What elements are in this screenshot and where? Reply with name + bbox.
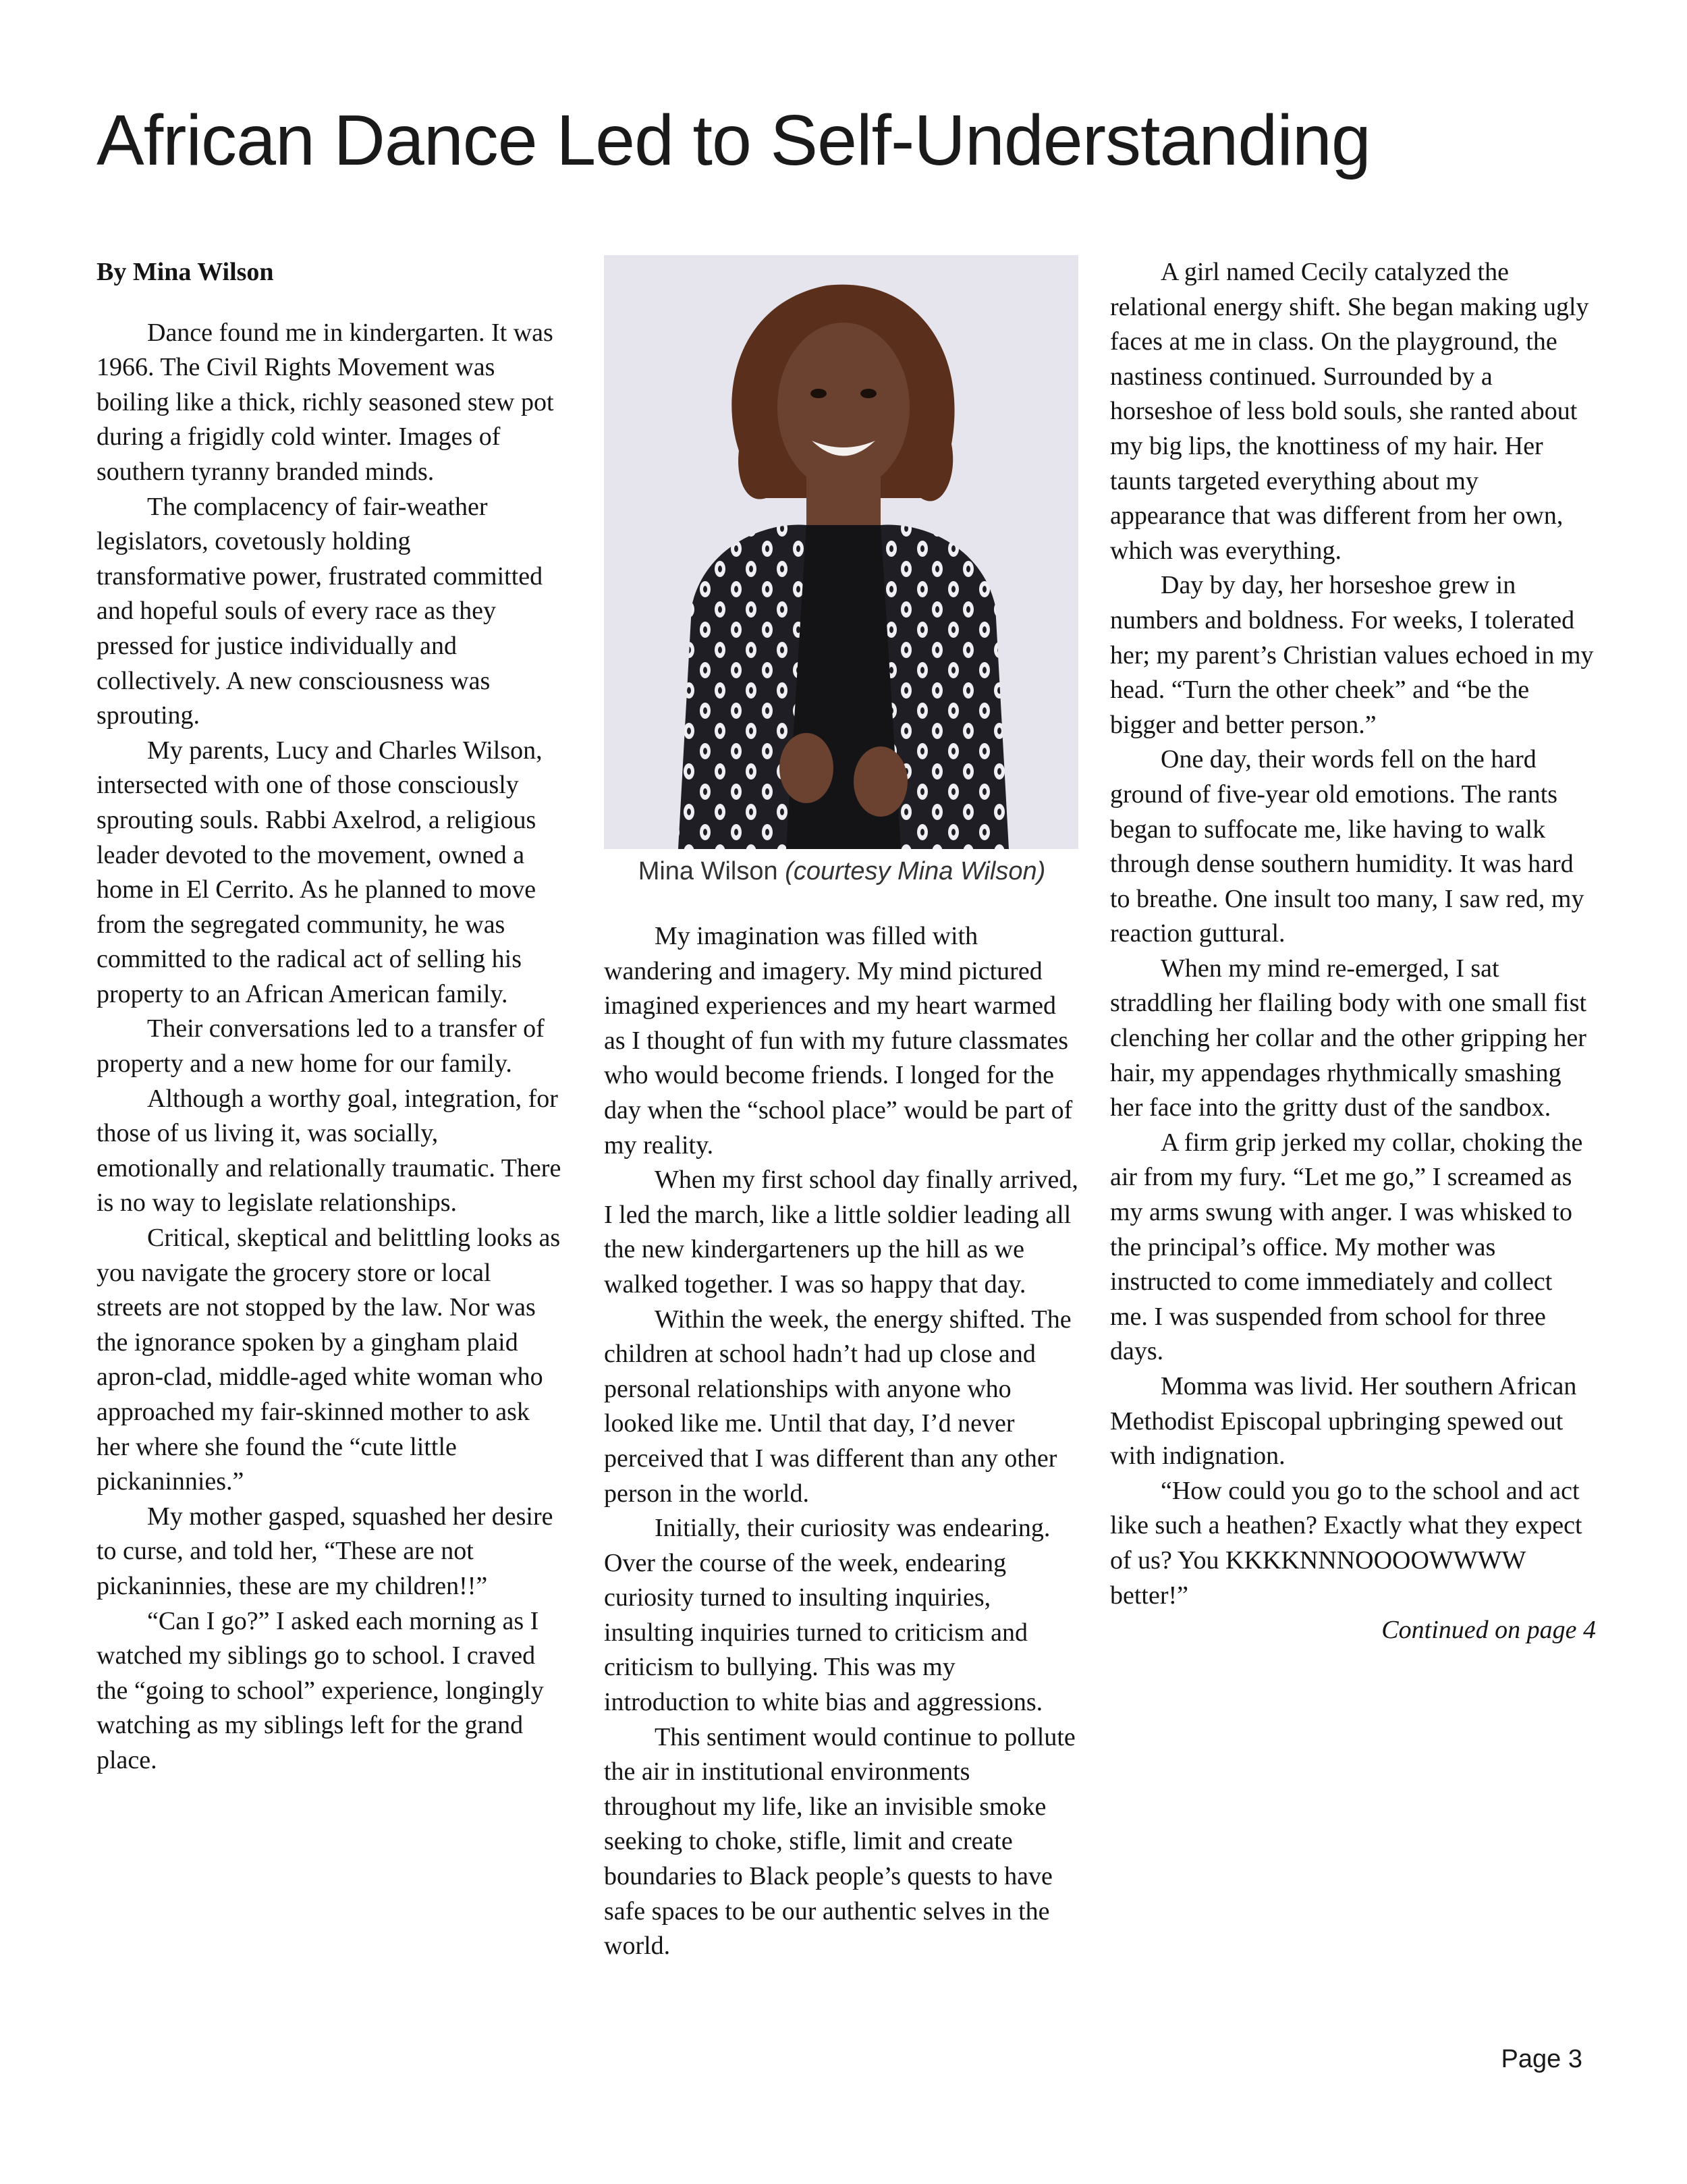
author-portrait-illustration [604,255,1078,849]
article-paragraph: My imagination was filled with wandering and imagery. My mind pictured imagined experiences and my heart warmed as I thought of fun with my future classmates who would become friends. I longed for the day when the “school place” would be part of my reality. [604,922,1073,1159]
caption-name: Mina Wilson [638,857,778,885]
article-paragraph: “Can I go?” I asked each morning as I watched my siblings go to school. I craved the “going to school” experience, longingly watching as my siblings left for the grand place. [96,1606,544,1774]
article-column-2 [604,255,1080,1964]
caption-credit: (courtesy Mina Wilson) [785,857,1046,885]
article-paragraph: Within the week, the energy shifted. The children at school hadn’t had up close and personal relationships with anyone who looked like me. Until that day, I’d never perceived that I was different than any other person in the world. [604,1305,1072,1508]
article-paragraph: Day by day, her horseshoe grew in numbers and boldness. For weeks, I tolerated her; my parent’s Christian values echoed in my head. “Turn the other cheek” and “be the bigger and better person.” [1110,571,1594,739]
article-column-1 [96,255,562,1778]
article-paragraph: A girl named Cecily catalyzed the relational energy shift. She began making ugly faces at me in class. On the playground, the nastiness continued. Surrounded by a horseshoe of less bold souls, she ranted about my big lips, the knottiness of my hair. Her taunts targeted everything about my appearance that was different from her own, which was everything. [1110,258,1589,565]
article-paragraph: Critical, skeptical and belittling looks as you navigate the grocery store or local streets are not stopped by the law. Nor was the ignorance spoken by a gingham plaid apron-clad, middle-aged white woman who approached my fair-skinned mother to ask her where she found the “cute little pickaninnies.” [96,1224,561,1496]
article-paragraph: Initially, their curiosity was endearing. Over the course of the week, endearing curiosity turned to insulting inquiries, insulting inquiries turned to criticism and criticism to bullying. This was my introduction to white bias and aggressions. [604,1514,1051,1717]
article-paragraph: Although a worthy goal, integration, for those of us living it, was socially, emotionally and relationally traumatic. There is no way to legislate relationships. [96,1084,561,1218]
article-column-3 [1110,255,1596,1648]
continued-note: Continued on page 4 [1381,1616,1596,1645]
byline: By Mina Wilson [96,258,274,286]
article-paragraph: One day, their words fell on the hard ground of five-year old emotions. The rants began to suffocate me, like having to walk through dense southern humidity. It was hard to breathe. One insult too many, I saw red, my reaction guttural. [1110,745,1584,948]
article-paragraph: Momma was livid. Her southern African Methodist Episcopal upbringing spewed out with indignation. [1110,1372,1577,1471]
article-paragraph: The complacency of fair-weather legislators, covetously holding transformative power, frustrated committed and hopeful souls of every race as they pressed for justice individually and collectively. A new consciousness was sprouting. [96,492,543,730]
photo-caption [604,856,1080,887]
article-title: African Dance Led to Self-Understanding [96,101,1371,180]
article-paragraph: “How could you go to the school and act like such a heathen? Exactly what they expect of us? You KKKKNNNOOOOWWWW better!” [1110,1476,1582,1610]
article-paragraph: Dance found me in kindergarten. It was 1966. The Civil Rights Movement was boiling like a thick, richly seasoned stew pot during a frigidly cold winter. Images of southern tyranny branded minds. [96,318,554,486]
page-number: Page 3 [1501,2045,1582,2073]
article-paragraph: My parents, Lucy and Charles Wilson, intersected with one of those consciously sprouting souls. Rabbi Axelrod, a religious leader devoted to the movement, owned a home in El Cerrito. As he planned to move from the segregated community, he was committed to the radical act of selling his property to an African American family. [96,736,543,1008]
article-paragraph: This sentiment would continue to pollute the air in institutional environments throughout my life, like an invisible smoke seeking to choke, stifle, limit and create boundaries to Black people’s quests to have safe spaces to be our authentic selves in the world. [604,1722,1076,1961]
author-photo [604,255,1078,849]
article-paragraph: My mother gasped, squashed her desire to curse, and told her, “These are not pickaninnies, these are my children!!” [96,1502,553,1600]
article-paragraph: A firm grip jerked my collar, choking the air from my fury. “Let me go,” I screamed as my arms swung with anger. I was whisked to the principal’s office. My mother was instructed to come immediately and collect me. I was suspended from school for three days. [1110,1128,1583,1366]
article-paragraph: When my mind re-emerged, I sat straddling her flailing body with one small fist clenching her collar and the other gripping her hair, my appendages rhythmically smashing her face into the gritty dust of the sandbox. [1110,954,1587,1122]
article-paragraph: When my first school day finally arrived, I led the march, like a little soldier leading all the new kindergarteners up the hill as we walked together. I was so happy that day. [604,1166,1078,1299]
article-paragraph: Their conversations led to a transfer of property and a new home for our family. [96,1014,545,1079]
